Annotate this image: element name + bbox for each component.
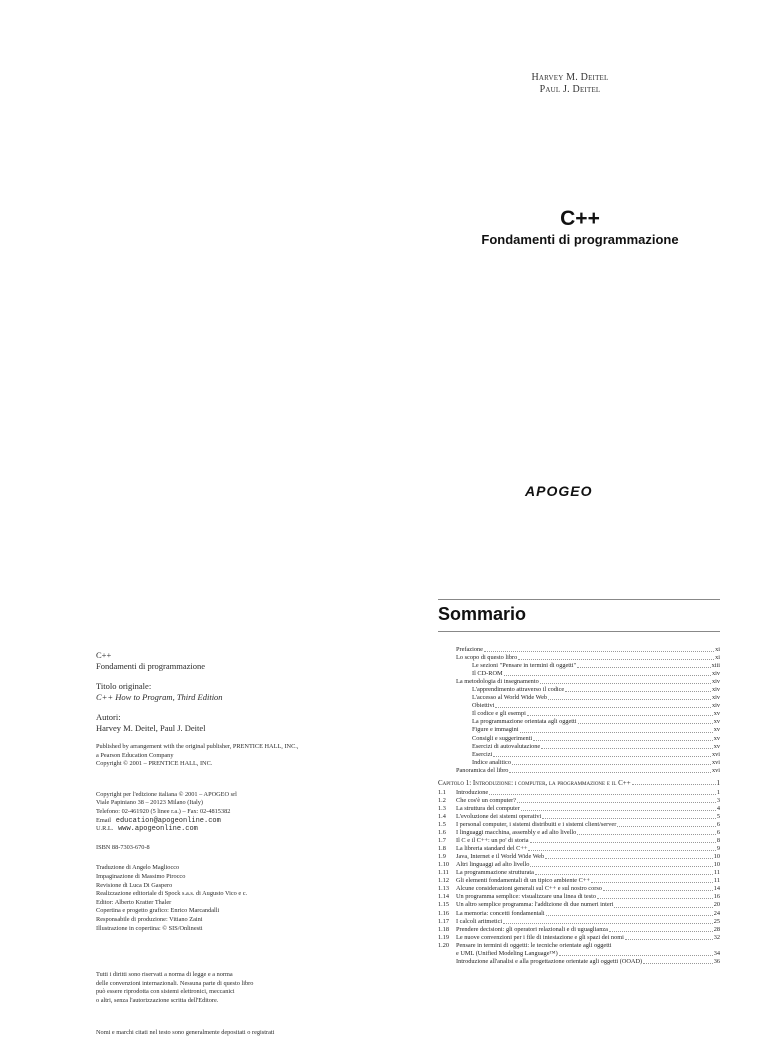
toc-row [438,910,720,918]
toc-page-number: xiv [711,670,720,678]
toc-page-number: 32 [713,933,720,941]
toc-page-number: xv [713,742,720,750]
toc-page-number: 28 [713,925,720,933]
toc-entry-label: I linguaggi macchina, assembly e ad alto livello [456,829,577,837]
toc-entry-label: Indice analitico [472,758,511,766]
toc-leader-dots [512,764,711,765]
publisher-logo: APOGEO [525,483,593,499]
toc-entry-label: Il C e il C++: un po' di storia [456,837,529,845]
heading-rule-top [438,599,720,600]
toc-entry-label: Lo scopo di questo libro [456,654,518,662]
toc-leader-dots [493,756,711,757]
credit-line: Traduzione di Angelo Magliocco [96,864,180,872]
toc-heading: Sommario [438,604,527,624]
toc-page-number: xv [713,718,720,726]
original-title: C++ How to Program, Third Edition [96,691,223,702]
toc-page-number: xv [713,734,720,742]
book-subtitle: Fondamenti di programmazione [481,232,679,247]
legal-line: può essere riprodotta con sistemi elettronici, meccanici [96,988,235,996]
toc-entry-label: Introduzione all'analisi e alla progettazione orientate agli oggetti (OOAD) [456,957,643,965]
toc-page-number: xi [715,646,720,653]
toc-section-number: 1.17 [438,917,450,925]
toc-entry-label: Capitolo 1: Introduzione: i computer, la programmazione e il C++ [438,778,631,787]
original-title-label: Titolo originale: [96,681,152,691]
credit-line: Impaginazione di Massimo Pirocco [96,872,186,880]
toc-entry-label: Le nuove convenzioni per i file di intestazione e gli spazi dei nomi [456,933,624,941]
publisher-address: Viale Papiniano 38 – 20123 Milano (Italy) [96,799,203,807]
legal-line: Tutti i diritti sono riservati a norma di legge e a norma [96,971,233,979]
author-1: Harvey M. Deitel [531,72,609,83]
toc-row [438,797,720,805]
colophon-authors: Harvey M. Deitel, Paul J. Deitel [96,722,206,733]
toc-entry-label: e UML (Unified Modeling Language™) [456,949,558,957]
rights-line-2: a Pearson Education Company [96,751,174,759]
toc-entry-label: Prendere decisioni: gli operatori relazionali e di uguaglianza [456,925,608,933]
toc-row [438,710,720,718]
credits-list [96,864,396,933]
toc-section-number: 1.13 [438,885,450,893]
toc-leader-dots [484,651,714,652]
toc-page-number: 24 [713,909,720,917]
toc-section-number: 1.5 [438,820,446,828]
toc-leader-dots [614,907,712,908]
toc-leader-dots [527,715,713,716]
toc-entry-label: L'accesso al World Wide Web [472,694,548,702]
toc-row [438,958,720,966]
publisher-url: www.apogeonline.com [118,825,198,834]
toc-page-number: 1 [716,778,720,787]
toc-leader-dots [530,866,712,867]
toc-section-number: 1.4 [438,812,446,820]
toc-leader-dots [565,691,711,692]
toc-row [438,767,720,775]
toc-leader-dots [509,772,710,773]
toc-leader-dots [517,802,716,803]
toc-page-number: 10 [713,853,720,861]
toc-row [438,942,720,950]
toc-page-number: xiv [711,694,720,702]
legal-notice [96,971,396,1005]
toc-leader-dots [540,683,711,684]
toc-section-number: 1.15 [438,901,450,909]
colophon [96,650,396,1038]
toc-page-number: 5 [716,812,720,820]
toc-row [438,662,720,670]
toc-section-number: 1.1 [438,788,446,796]
toc-leader-dots [542,818,716,819]
toc-page-number: xiv [711,702,720,710]
toc-entry-label: L'evoluzione dei sistemi operativi [456,812,542,820]
toc-page-number: 36 [713,957,720,965]
toc-section-number: 1.18 [438,925,450,933]
toc-row [438,950,720,958]
toc-entry-label: Obiettivi [472,702,495,710]
toc-leader-dots [559,955,713,956]
toc-row [438,901,720,909]
publisher-email: education@apogeonline.com [115,816,221,825]
toc-row [438,743,720,751]
toc-page-number: 25 [713,917,720,925]
toc-leader-dots [533,740,713,741]
toc-row [438,654,720,662]
toc-leader-dots [548,699,711,700]
toc-row [438,813,720,821]
toc-entry-label: La libreria standard del C++ [456,845,528,853]
toc-entry-label: L'apprendimento attraverso il codice [472,686,565,694]
toc-section-number: 1.11 [438,869,449,877]
toc-page-number: 6 [716,820,720,828]
toc-leader-dots [528,850,715,851]
toc-row [438,678,720,686]
toc-entry-label: I personal computer, i sistemi distribuiti e i sistemi client/server [456,820,617,828]
toc-entry-label: Introduzione [456,788,489,796]
toc-leader-dots [520,732,713,733]
toc-leader-dots [521,810,716,811]
toc-section-number: 1.6 [438,829,446,837]
table-of-contents [438,646,720,966]
rights-line-3: Copyright © 2001 – PRENTICE HALL, INC. [96,760,213,768]
toc-page-number: 16 [713,893,720,901]
toc-page-number: xi [715,654,720,662]
toc-row [438,885,720,893]
toc-leader-dots [489,794,716,795]
toc-row [438,686,720,694]
toc-entry-label: Il codice e gli esempi [472,710,526,718]
toc-leader-dots [495,707,711,708]
toc-section-number: 1.20 [438,941,450,949]
toc-row [438,829,720,837]
toc-page-number: xvi [711,766,720,774]
toc-entry-label: Java, Internet e il World Wide Web [456,853,545,861]
toc-row [438,893,720,901]
toc-row [438,853,720,861]
toc-leader-dots [632,784,716,785]
book-title: C++ [560,207,600,230]
toc-entry-label: Un programma semplice: visualizzare una linea di testo [456,893,597,901]
toc-page-number: 8 [716,837,720,845]
toc-leader-dots [546,915,713,916]
author-2: Paul J. Deitel [539,84,601,95]
isbn: ISBN 88-7303-670-8 [96,843,150,851]
toc-leader-dots [617,826,716,827]
toc-section-number: 1.12 [438,877,450,885]
toc-page-number: 11 [713,869,720,877]
toc-section-number: 1.10 [438,861,450,869]
toc-leader-dots [535,874,713,875]
toc-page-number: 14 [713,885,720,893]
toc-leader-dots [503,923,713,924]
toc-leader-dots [541,748,713,749]
toc-page-number: 20 [713,901,720,909]
toc-entry-label: Consigli e suggerimenti [472,734,533,742]
toc-page-number: 9 [716,845,720,853]
credit-line: Revisione di Luca Di Gaspero [96,881,173,889]
toc-entry-label: Pensare in termini di oggetti: le tecniche orientate agli oggetti [456,941,612,949]
toc-row [438,926,720,934]
toc-row [438,934,720,942]
toc-entry-label: Esercizi di autovalutazione [472,742,541,750]
toc-page-number: xvi [711,750,720,758]
toc-entry-label: La struttura del computer [456,804,520,812]
toc-page-number: xv [713,710,720,718]
toc-page-number: xiv [711,686,720,694]
toc-entry-label: Gli elementi fondamentali di un tipico ambiente C++ [456,877,590,885]
toc-entry-label: Le sezioni "Pensare in termini di oggetti" [472,662,577,670]
toc-leader-dots [577,667,710,668]
toc-entry-label: La programmazione strutturata [456,869,534,877]
toc-row [438,821,720,829]
toc-entry-label: Il CD-ROM [472,670,503,678]
title-page-authors [470,72,670,96]
toc-section-number: 1.14 [438,893,450,901]
toc-page-number: xiii [711,662,720,670]
toc-page-number: 10 [713,861,720,869]
credit-line: Copertina e progetto grafico: Enrico Marcandalli [96,907,220,915]
toc-leader-dots [518,659,714,660]
toc-section-number: 1.3 [438,804,446,812]
colophon-book-title: C++ [96,650,112,660]
toc-row [438,759,720,767]
toc-leader-dots [504,675,711,676]
toc-section-number: 1.16 [438,909,450,917]
toc-entry-label: Un altro semplice programma: l'addizione di due numeri interi [456,901,614,909]
toc-page-number: 3 [716,796,720,804]
toc-entry-label: La metodologia di insegnamento [456,678,539,686]
toc-leader-dots [591,882,713,883]
publisher-email-line [96,817,396,826]
toc-section-number: 1.19 [438,933,450,941]
toc-leader-dots [597,898,713,899]
toc-row [438,694,720,702]
toc-row [438,735,720,743]
toc-page-number: 11 [713,877,720,885]
toc-leader-dots [577,834,716,835]
toc-row [438,918,720,926]
toc-entry-label: Altri linguaggi ad alto livello [456,861,530,869]
toc-entry-label: Panoramica del libro [456,766,509,774]
toc-section-number: 1.7 [438,837,446,845]
colophon-book-subtitle: Fondamenti di programmazione [96,660,206,671]
toc-leader-dots [578,723,713,724]
toc-row [438,877,720,885]
toc-row [438,805,720,813]
book-title-block [440,206,720,247]
toc-row [438,869,720,877]
toc-entry-label: Prefazione [456,646,483,653]
toc-entry-label: Alcune considerazioni generali sul C++ e sul nostro corso [456,885,602,893]
toc-leader-dots [643,963,713,964]
toc-entry-label: La memoria: concetti fondamentali [456,909,545,917]
toc-row [438,646,720,654]
trademark-notice: Nomi e marchi citati nel testo sono generalmente depositati o registrati [96,1029,275,1037]
authors-label: Autori: [96,712,121,722]
toc-row [438,726,720,734]
credit-line: Editor: Alberto Kratter Thaler [96,898,172,906]
credit-line: Illustrazione in copertina: © SIS/Onlinesti [96,924,203,932]
toc-row [438,789,720,797]
toc-row [438,751,720,759]
toc-leader-dots [545,858,713,859]
toc-row [438,845,720,853]
toc-entry-label: Che cos'è un computer? [456,796,517,804]
publisher-url-line [96,825,396,834]
toc-row [438,702,720,710]
toc-page-number: xiv [711,678,720,686]
italian-copyright: Copyright per l'edizione italiana © 2001 – APOGEO srl [96,790,237,798]
toc-row [438,861,720,869]
toc-page-number: 4 [716,804,720,812]
toc-entry-label: Figure e immagini [472,726,519,734]
legal-line: delle convenzioni internazionali. Nessuna parte di questo libro [96,979,254,987]
url-label: U.R.L. [96,825,114,833]
toc-entry-label: Esercizi [472,750,493,758]
toc-leader-dots [530,842,716,843]
legal-line: o altri, senza l'autorizzazione scritta dell'Editore. [96,996,219,1004]
heading-rule-bottom [438,631,720,632]
toc-entry-label: La programmazione orientata agli oggetti [472,718,577,726]
toc-entry-label: I calcoli aritmetici [456,917,503,925]
toc-row [438,718,720,726]
credit-line: Responsabile di produzione: Vitiano Zaini [96,915,203,923]
toc-leader-dots [625,939,713,940]
toc-page-number: 6 [716,829,720,837]
toc-page-number: 1 [716,788,720,796]
toc-leader-dots [603,890,713,891]
credit-line: Realizzazione editoriale di Spock s.a.s. di Augusto Vico e c. [96,890,248,898]
rights-line-1: Published by arrangement with the original publisher, PRENTICE HALL, INC., [96,743,299,750]
toc-section-number: 1.8 [438,845,446,853]
toc-section-number: 1.9 [438,853,446,861]
toc-row [438,837,720,845]
toc-page-number: xvi [711,758,720,766]
toc-section-number: 1.2 [438,796,446,804]
publisher-phone: Telefono: 02-461920 (5 linee r.a.) – Fax: 02-4815382 [96,807,231,815]
email-label: Email [96,816,112,824]
toc-leader-dots [609,931,713,932]
toc-page-number: xv [713,726,720,734]
toc-chapter-row [438,779,720,787]
toc-row [438,670,720,678]
toc-page-number: 34 [713,949,720,957]
